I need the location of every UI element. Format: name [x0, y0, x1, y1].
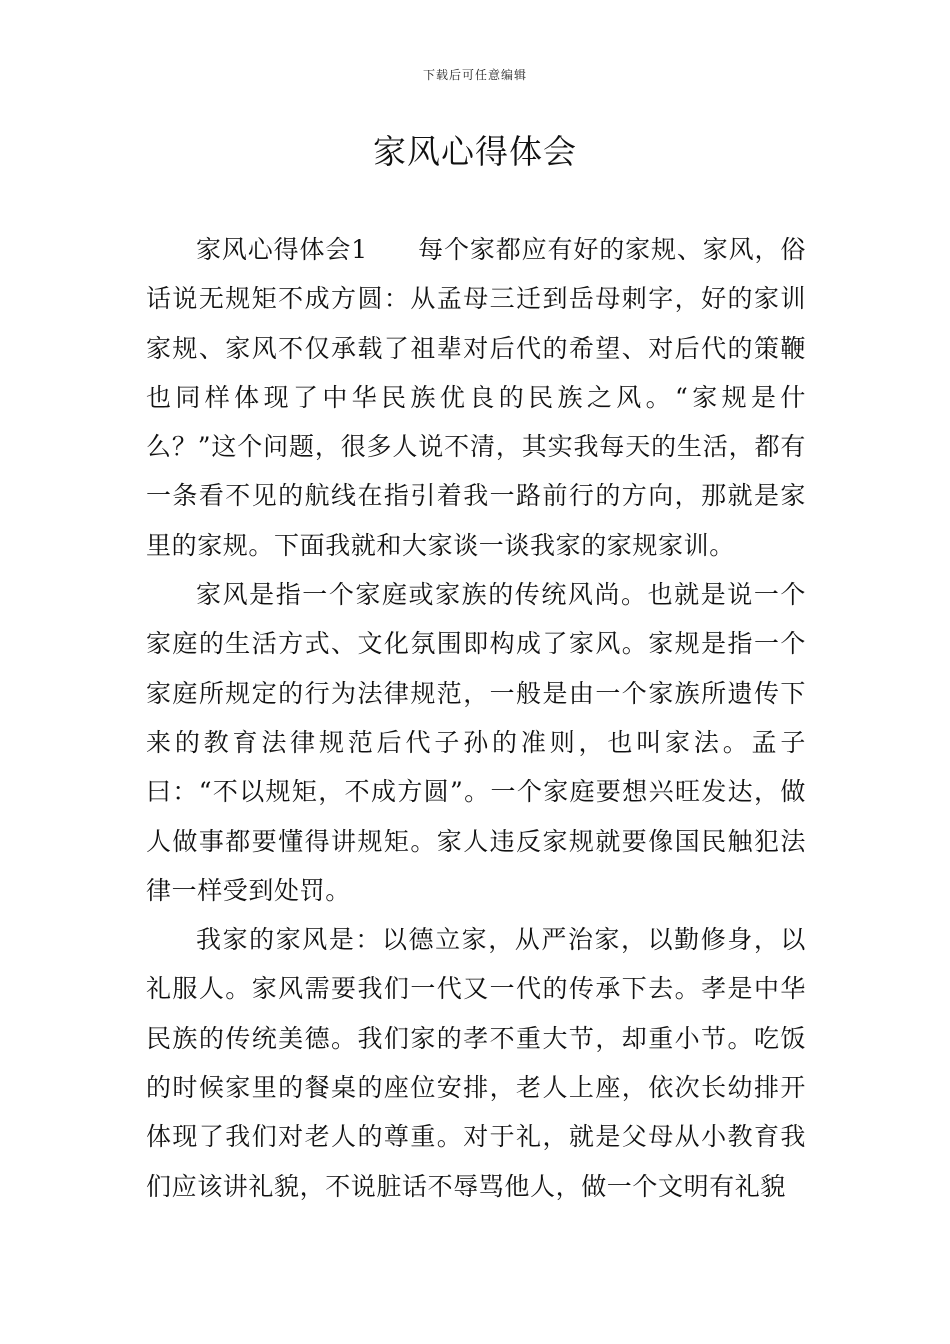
paragraph-3: 我家的家风是：以德立家，从严治家，以勤修身，以礼服人。家风需要我们一代又一代的传承下去。孝是中华民族的传统美德。我们家的孝不重大节，却重小节。吃饭的时候家里的餐桌的座位安排，老人上座，依次长幼排开体现了我们对老人的尊重。对于礼，就是父母从小教育我们应该讲礼貌，不说脏话不辱骂他人，做一个文明有礼貌 — [146, 925, 806, 1201]
paragraph-2: 家风是指一个家庭或家族的传统风尚。也就是说一个家庭的生活方式、文化氛围即构成了家风。家规是指一个家庭所规定的行为法律规范，一般是由一个家族所遗传下来的教育法律规范后代子孙的准则，也叫家法。孟子曰：“不以规矩，不成方圆”。一个家庭要想兴旺发达，做人做事都要懂得讲规矩。家人违反家规就要像国民触犯法律一样受到处罚。 — [146, 580, 806, 905]
document-body — [146, 225, 806, 1211]
paragraph-1 — [146, 225, 806, 570]
paragraph-text: 每个家都应有好的家规、家风，俗话说无规矩不成方圆：从孟母三迁到岳母刺字，好的家训家规、家风不仅承载了祖辈对后代的希望、对后代的策鞭也同样体现了中华民族优良的民族之风。“家规是什么？”这个问题，很多人说不清，其实我每天的生活，都有一条看不见的航线在指引着我一路前行的方向，那就是家里的家规。下面我就和大家谈一谈我家的家规家训。 — [146, 235, 806, 560]
paragraph-lead: 家风心得体会1 — [196, 235, 368, 264]
header-note: 下载后可任意编辑 — [422, 68, 527, 82]
document-title: 家风心得体会 — [373, 132, 577, 171]
